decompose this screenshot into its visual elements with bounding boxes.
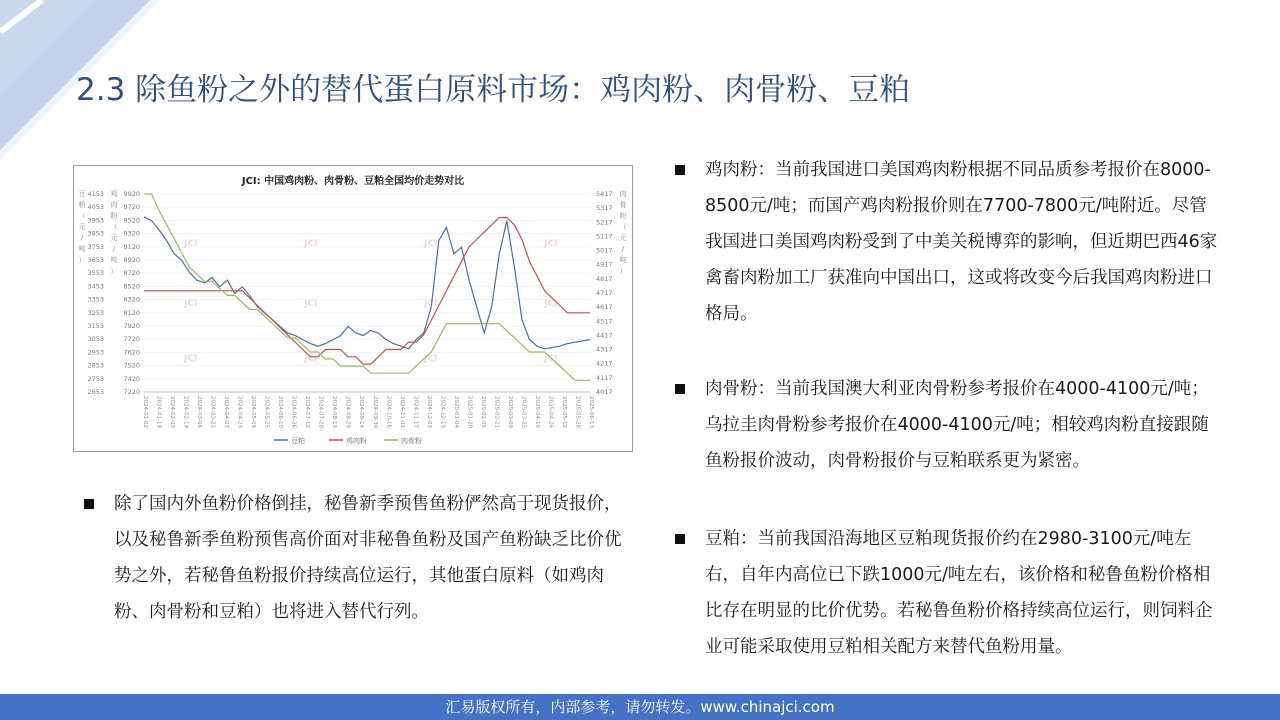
y-axis-label-chicken: 粉 [110,212,118,220]
y-tick-chicken: 8720 [123,269,140,278]
x-tick-label: 2025-03-09 [506,396,513,428]
y-tick-chicken: 7220 [123,388,140,396]
x-tick-label: 2025-03-25 [520,396,527,428]
x-tick-label: 2024-08-13 [331,396,338,428]
legend-label: 豆粕 [291,437,305,445]
y-tick-meatbone: 4317 [596,345,613,354]
y-axis-label-meatbone: ） [619,267,627,275]
chart-svg [74,166,632,451]
x-tick-label: 2024-08-29 [344,396,351,428]
y-tick-chicken: 8920 [123,256,140,264]
y-tick-chicken: 9120 [123,242,140,251]
x-tick-label: 2024-11-01 [398,396,405,428]
x-tick-label: 2024-05-25 [263,396,270,428]
bullet-soymeal [675,521,1220,665]
y-tick-chicken: 8120 [123,308,140,317]
y-tick-meatbone: 4917 [596,260,613,269]
y-tick-chicken: 9720 [123,203,140,212]
y-axis-label-soymeal: 元 [78,223,86,231]
watermark: JCI [424,299,438,309]
x-tick-label: 2025-02-21 [493,396,500,428]
y-tick-soymeal: 3753 [87,242,104,251]
y-tick-chicken: 7420 [123,374,140,383]
price-trend-chart [73,165,633,452]
x-tick-label: 2024-01-02 [142,396,148,428]
bullet-marker [675,534,685,544]
watermark: JCI [304,239,318,249]
y-tick-chicken: 9320 [123,229,140,238]
x-tick-label: 2025-01-20 [466,396,473,428]
y-axis-label-soymeal: 粕 [78,201,86,209]
watermark: JCI [544,239,558,249]
x-tick-label: 2024-09-30 [371,396,378,428]
y-axis-label-chicken: 元 [110,234,118,242]
y-tick-chicken: 7920 [123,322,140,330]
x-tick-label: 2024-07-28 [317,396,324,428]
x-tick-label: 2024-12-19 [439,396,446,428]
bullet-left-text: 除了国内外鱼粉价格倒挂，秘鲁新季预售鱼粉俨然高于现货报价，以及秘鲁新季鱼粉预售高价面对非秘鲁鱼粉及国产鱼粉缺乏比价优势之外，若秘鲁鱼粉报价持续高位运行，其他蛋白原料（如鸡肉粉、肉骨粉和豆粕）也将进入替代行列。 [114,494,622,622]
y-axis-label-soymeal: 吨 [78,245,86,253]
y-axis-label-meatbone: 骨 [619,201,627,209]
y-axis-label-meatbone: （ [619,223,627,231]
watermark: JCI [424,354,438,364]
x-tick-label: 2025-04-10 [533,396,540,428]
x-tick-label: 2025-01-04 [452,396,459,428]
y-tick-soymeal: 3253 [87,308,104,317]
y-axis-label-meatbone: 肉 [619,190,627,198]
page-title: 2.3 除鱼粉之外的替代蛋白原料市场：鸡肉粉、肉骨粉、豆粕 [76,72,911,108]
y-tick-chicken: 7620 [123,348,140,357]
y-tick-chicken: 7520 [123,361,140,370]
bullet-meatbone [675,371,1220,479]
y-tick-meatbone: 4717 [596,289,613,297]
legend-label: 肉骨粉 [401,437,422,445]
y-tick-meatbone: 4517 [596,317,613,326]
x-tick-label: 2024-07-12 [304,396,311,428]
y-tick-meatbone: 5217 [596,218,613,227]
y-tick-soymeal: 2653 [87,388,104,396]
y-tick-soymeal: 3953 [87,216,104,225]
y-axis-label-chicken: ） [110,267,118,275]
series-line-豆粕 [144,217,590,349]
watermark: JCI [304,354,318,364]
bullet-marker [84,499,94,509]
y-tick-meatbone: 4117 [596,373,613,382]
y-axis-label-chicken: / [112,245,116,253]
y-tick-soymeal: 3653 [87,256,104,264]
bullet-marker [675,165,685,175]
x-tick-label: 2024-01-18 [155,396,162,428]
x-tick-label: 2025-02-05 [479,396,486,428]
y-axis-label-soymeal: ） [78,256,86,264]
y-axis-label-soymeal: 豆 [78,190,86,198]
y-tick-soymeal: 3353 [87,295,104,304]
y-axis-label-soymeal: / [80,234,84,242]
y-axis-label-meatbone: 粉 [619,212,627,220]
x-tick-label: 2024-02-03 [169,396,176,428]
y-axis-label-meatbone: 元 [619,234,627,242]
y-tick-meatbone: 4017 [596,388,613,396]
y-axis-label-chicken: （ [110,223,118,231]
y-tick-meatbone: 4217 [596,359,613,368]
bullet-left [84,486,634,630]
x-tick-label: 2024-12-03 [425,396,432,428]
y-tick-chicken: 9920 [123,190,140,198]
y-tick-soymeal: 3153 [87,322,104,330]
watermark: JCI [424,239,438,249]
watermark: JCI [544,299,558,309]
y-tick-soymeal: 3553 [87,269,104,278]
watermark: JCI [184,239,198,249]
x-tick-label: 2025-06-13 [588,396,594,428]
y-tick-meatbone: 5017 [596,246,613,255]
y-tick-chicken: 8320 [123,295,140,304]
chart-title: JCI: 中国鸡肉粉、肉骨粉、豆粕全国均价走势对比 [241,176,465,187]
x-tick-label: 2025-05-12 [560,396,567,428]
bullet-meatbone-text: 肉骨粉：当前我国澳大利亚肉骨粉参考报价在4000-4100元/吨；乌拉圭肉骨粉参考报价在4000-4100元/吨；相较鸡肉粉直接跟随鱼粉报价波动，肉骨粉报价与豆粕联系更为紧密。 [705,379,1209,471]
y-tick-soymeal: 3853 [87,229,104,238]
y-tick-meatbone: 4817 [596,274,613,283]
footer-bar: 汇易版权所有，内部参考，请勿转发。www.chinajci.com [0,694,1280,720]
x-tick-label: 2024-04-07 [223,396,230,428]
x-tick-label: 2025-05-28 [574,396,581,428]
y-axis-label-chicken: 肉 [110,201,118,209]
y-axis-label-soymeal: （ [78,212,86,220]
x-tick-label: 2024-11-17 [412,396,419,428]
x-tick-label: 2024-10-16 [385,396,392,428]
x-tick-label: 2024-03-22 [209,396,216,428]
y-tick-soymeal: 2953 [87,348,104,357]
bullet-chicken-text: 鸡肉粉：当前我国进口美国鸡肉粉根据不同品质参考报价在8000-8500元/吨；而国产鸡肉粉报价则在7700-7800元/吨附近。尽管我国进口美国鸡肉粉受到了中美关税博弈的影响，但近期巴西46家禽畜肉粉加工厂获准向中国出口，这或将改变今后我国鸡肉粉进口格局。 [705,160,1218,324]
watermark: JCI [304,299,318,309]
x-tick-label: 2024-03-06 [196,396,203,428]
y-tick-meatbone: 5417 [596,190,613,198]
watermark: JCI [184,299,198,309]
y-axis-label-meatbone: / [621,245,625,253]
y-tick-chicken: 7720 [123,335,140,344]
x-tick-label: 2024-06-10 [277,396,284,428]
watermark: JCI [544,354,558,364]
bullet-chicken [675,152,1220,332]
bullet-soymeal-text: 豆粕：当前我国沿海地区豆粕现货报价约在2980-3100元/吨左右，自年内高位已下跌1000元/吨左右，该价格和秘鲁鱼粉价格相比存在明显的比价优势。若秘鲁鱼粉价格持续高位运行，则饲料企业可能采取使用豆粕相关配方来替代鱼粉用量。 [705,529,1213,657]
x-tick-label: 2024-09-14 [358,396,365,428]
watermark: JCI [184,354,198,364]
x-tick-label: 2024-06-26 [290,396,297,428]
y-tick-meatbone: 5317 [596,204,613,213]
y-tick-chicken: 8520 [123,282,140,291]
y-tick-meatbone: 4417 [596,331,613,340]
legend-label: 鸡肉粉 [346,437,367,445]
x-tick-label: 2024-05-09 [250,396,257,428]
x-tick-label: 2025-04-26 [547,396,554,428]
y-tick-soymeal: 4153 [87,190,104,198]
y-tick-soymeal: 2753 [87,374,104,383]
y-tick-chicken: 9520 [123,216,140,225]
y-tick-soymeal: 3453 [87,282,104,291]
y-tick-soymeal: 3053 [87,335,104,344]
series-line-鸡肉粉 [144,218,590,365]
bullet-marker [675,384,685,394]
y-tick-meatbone: 4617 [596,303,613,312]
y-tick-soymeal: 2853 [87,361,104,370]
y-axis-label-chicken: 鸡 [110,190,118,198]
y-tick-soymeal: 4053 [87,203,104,212]
x-tick-label: 2024-04-23 [236,396,243,428]
y-tick-meatbone: 5117 [596,232,613,241]
y-axis-label-chicken: 吨 [110,256,118,264]
y-axis-label-meatbone: 吨 [619,256,627,264]
x-tick-label: 2024-02-19 [182,396,189,428]
